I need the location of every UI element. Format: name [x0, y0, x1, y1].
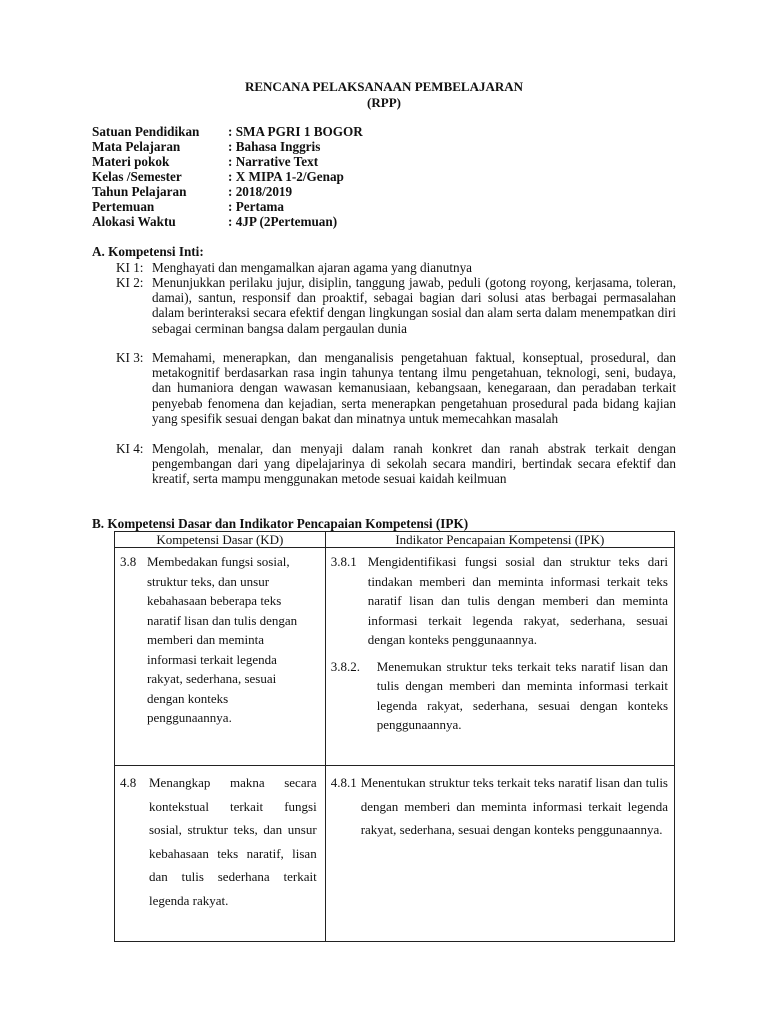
kd-number: 4.8 — [120, 775, 137, 790]
identity-label: Mata Pelajaran — [92, 139, 181, 154]
ipk-cell — [325, 766, 674, 942]
identity-row — [92, 139, 320, 155]
ki-text: Memahami, menerapkan, dan menganalisis pengetahuan faktual, konseptual, prosedural, dan metakognitif berdasarkan rasa ingin tahunya tentang ilmu pengetahuan, teknologi, seni, budaya, dan humaniora dengan wawasan kemanusiaan, kebangsaan, kenegaraan, dan peradaban terkait penyebab fenomena dan kejadian, serta menerapkan pengetahuan prosedural pada bidang kajian yang spesifik sesuai dengan bakat dan minatnya untuk memecahkan masalah — [152, 350, 676, 426]
identity-value: : Narrative Text — [228, 154, 319, 169]
identity-row — [92, 124, 363, 140]
identity-row — [92, 184, 292, 200]
identity-row — [92, 214, 337, 230]
ipk-number: 4.8.1 — [330, 775, 357, 790]
document-subtitle: (RPP) — [367, 95, 401, 110]
ki-text: Mengolah, menalar, dan menyaji dalam ranah konkret dan ranah abstrak terkait dengan pengembangan dari yang dipelajarinya di sekolah secara mandiri, bertindak secara efektif dan kreatif, serta mampu menggunakan metode sesuai kaidah keilmuan — [152, 441, 676, 487]
ipk-text: Menemukan struktur teks terkait teks naratif lisan dan tulis dengan memberi dan meminta informasi terkait legenda rakyat, sederhana, sesuai dengan konteks penggunaannya. — [376, 658, 668, 732]
ipk-item — [331, 657, 668, 735]
ipk-number: 3.8.1 — [330, 554, 357, 569]
ki-code: KI 3: — [116, 350, 144, 365]
identity-value: : X MIPA 1-2/Genap — [228, 169, 344, 184]
identity-label: Kelas /Semester — [92, 169, 182, 184]
ki-item — [116, 350, 676, 426]
ipk-number: 3.8.2. — [330, 658, 360, 674]
ki-text: Menghayati dan mengamalkan ajaran agama yang dianutnya — [152, 260, 473, 275]
identity-row — [92, 199, 284, 215]
identity-value: : Bahasa Inggris — [228, 139, 321, 154]
kd-cell — [115, 766, 326, 942]
identity-row — [92, 154, 318, 170]
ki-item — [116, 260, 676, 275]
identity-value: : 2018/2019 — [228, 184, 293, 199]
ki-text: Menunjukkan perilaku jujur, disiplin, tanggung jawab, peduli (gotong royong, kerjasama, toleran, damai), santun, responsif dan proaktif, sebagai bagian dari solusi atas berbagai permasalahan dalam berinteraksi secara efektif dengan lingkungan sosial dan alam serta dalam menempatkan diri sebagai cerminan bangsa dalam pergaulan dunia — [152, 275, 676, 336]
kd-number: 3.8 — [120, 554, 137, 569]
ki-code: KI 4: — [116, 441, 144, 456]
identity-label: Materi pokok — [92, 154, 170, 169]
identity-value: : Pertama — [228, 199, 285, 214]
ipk-column-header: Indikator Pencapaian Kompetensi (IPK) — [325, 532, 674, 548]
kd-text: Membedakan fungsi sosial, struktur teks, dan unsur kebahasaan beberapa teks naratif lisan dan tulis dengan memberi dan meminta informasi terkait legenda rakyat, sederhana, sesuai dengan konteks penggunaannya. — [147, 554, 298, 725]
table-header-row — [115, 532, 675, 548]
ki-code: KI 2: — [116, 275, 144, 290]
ipk-cell — [325, 548, 674, 766]
ipk-text: Menentukan struktur teks terkait teks naratif lisan dan tulis dengan memberi dan meminta informasi terkait legenda rakyat, sederhana, sesuai dengan konteks penggunaannya. — [360, 775, 668, 837]
table-row — [115, 766, 675, 942]
section-a-heading: A. Kompetensi Inti: — [92, 244, 204, 259]
identity-value: : 4JP (2Pertemuan) — [228, 214, 338, 229]
kd-item — [120, 771, 317, 912]
kd-ipk-table — [114, 531, 675, 942]
table-row — [115, 548, 675, 766]
ipk-item — [331, 771, 668, 842]
kd-item — [120, 552, 315, 728]
ki-item — [116, 441, 676, 487]
identity-row — [92, 169, 344, 185]
kd-cell — [115, 548, 326, 766]
identity-value: : SMA PGRI 1 BOGOR — [228, 124, 363, 139]
ipk-item — [331, 552, 668, 650]
identity-label: Satuan Pendidikan — [92, 124, 200, 139]
ki-item — [116, 275, 676, 336]
section-b-heading: B. Kompetensi Dasar dan Indikator Pencapaian Kompetensi (IPK) — [92, 516, 469, 531]
kd-text: Menangkap makna secara kontekstual terkait fungsi sosial, struktur teks, dan unsur kebahasaan teks naratif, lisan dan tulis sederhana terkait legenda rakyat. — [149, 775, 317, 908]
ki-code: KI 1: — [116, 260, 144, 275]
kd-column-header: Kompetensi Dasar (KD) — [115, 532, 326, 548]
identity-label: Tahun Pelajaran — [92, 184, 187, 199]
ipk-text: Mengidentifikasi fungsi sosial dan struktur teks dari tindakan memberi dan meminta informasi terkait teks naratif lisan dan tulis dengan memberi dan meminta informasi terkait legenda rakyat, sederhana, sesuai dengan konteks penggunaannya. — [367, 554, 668, 647]
document-title: RENCANA PELAKSANAAN PEMBELAJARAN — [244, 79, 524, 94]
identity-label: Alokasi Waktu — [92, 214, 176, 229]
identity-label: Pertemuan — [92, 199, 155, 214]
